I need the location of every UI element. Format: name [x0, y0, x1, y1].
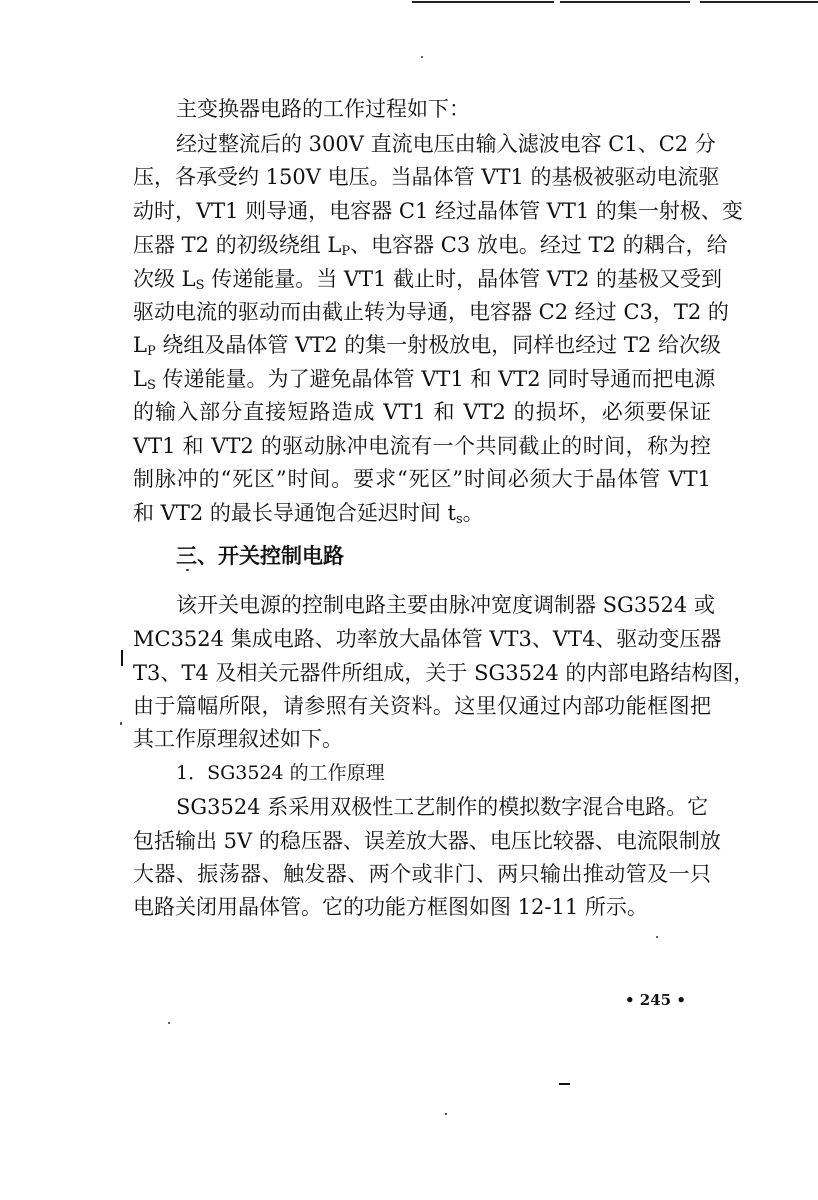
top-rule-left: [412, 1, 554, 3]
subscript: S: [146, 378, 156, 393]
text-line: 压，各承受约 150V 电压。当晶体管 VT1 的基极被驱动电流驱: [133, 165, 720, 189]
subsection-heading: 1．SG3524 的工作原理: [176, 762, 385, 784]
text-line: 的输入部分直接短路造成 VT1 和 VT2 的损坏，必须要保证: [133, 400, 711, 424]
text-line: 大器、振荡器、触发器、两个或非门、两只输出推动管及一只: [133, 862, 711, 886]
text-run: 传递能量。当 VT1 截止时，晶体管 VT2 的基极又受到: [204, 267, 722, 291]
text-line: SG3524 系采用双极性工艺制作的模拟数字混合电路。它: [176, 795, 709, 819]
subscript: P: [341, 244, 351, 259]
text-run: 绕组及晶体管 VT2 的集一射极放电，同样也经过 T2 给次级: [155, 333, 721, 357]
text-line: [133, 332, 721, 365]
page-number: • 245 •: [625, 991, 686, 1009]
text-run: 。: [462, 501, 484, 525]
text-line: 驱动电流的驱动而由截止转为导通，电容器 C2 经过 C3，T2 的: [133, 300, 729, 324]
text-line: [133, 232, 728, 265]
text-line: 动时，VT1 则导通，电容器 C1 经过晶体管 VT1 的集一射极、变: [133, 199, 743, 223]
subscript: S: [195, 278, 205, 293]
text-line: 电路关闭用晶体管。它的功能方框图如图 12-11 所示。: [133, 895, 648, 919]
scan-speck: [168, 1022, 170, 1024]
text-run: 压器 T2 的初级绕组 L: [133, 233, 342, 257]
scan-speck: [656, 936, 658, 938]
text-line: 该开关电源的控制电路主要由脉冲宽度调制器 SG3524 或: [176, 593, 715, 617]
section-heading: 三、开关控制电路: [176, 544, 344, 568]
text-line: MC3524 集成电路、功率放大晶体管 VT3、VT4、驱动变压器: [133, 627, 722, 651]
subscript: P: [146, 344, 156, 359]
scan-speck: [421, 56, 423, 58]
top-rule-right: [700, 1, 818, 3]
text-run: 和 VT2 的最长导通饱合延迟时间 t: [133, 501, 456, 525]
text-line: T3、T4 及相关元器件所组成，关于 SG3524 的内部电路结构图，: [133, 661, 755, 685]
text-line: 主变换器电路的工作过程如下：: [176, 97, 470, 121]
text-line: [133, 266, 722, 299]
scan-speck: [120, 722, 122, 725]
scan-mark: [559, 1083, 570, 1085]
text-run: 次级 L: [133, 267, 196, 291]
text-run: 、电容器 C3 放电。经过 T2 的耦合，给: [350, 233, 728, 257]
subscript: s: [456, 512, 463, 527]
text-line: [133, 366, 716, 399]
text-line: 包括输出 5V 的稳压器、误差放大器、电压比较器、电流限制放: [133, 829, 721, 853]
scan-speck: [186, 569, 189, 571]
text-run: L: [133, 333, 147, 357]
scan-speck: [445, 1113, 447, 1115]
text-line: 制脉冲的“死区”时间。要求“死区”时间必须大于晶体管 VT1: [133, 467, 711, 491]
text-run: 传递能量。为了避免晶体管 VT1 和 VT2 同时导通而把电源: [155, 367, 716, 391]
text-line: [133, 500, 484, 533]
text-run: L: [133, 367, 147, 391]
top-rule-mid: [560, 1, 690, 3]
text-line: 其工作原理叙述如下。: [133, 727, 343, 751]
text-line: VT1 和 VT2 的驱动脉冲电流有一个共同截止的时间，称为控: [133, 434, 711, 458]
scan-mark: [121, 650, 123, 666]
text-line: 经过整流后的 300V 直流电压由输入滤波电容 C1、C2 分: [176, 132, 716, 156]
text-line: 由于篇幅所限，请参照有关资料。这里仅通过内部功能框图把: [133, 694, 711, 718]
